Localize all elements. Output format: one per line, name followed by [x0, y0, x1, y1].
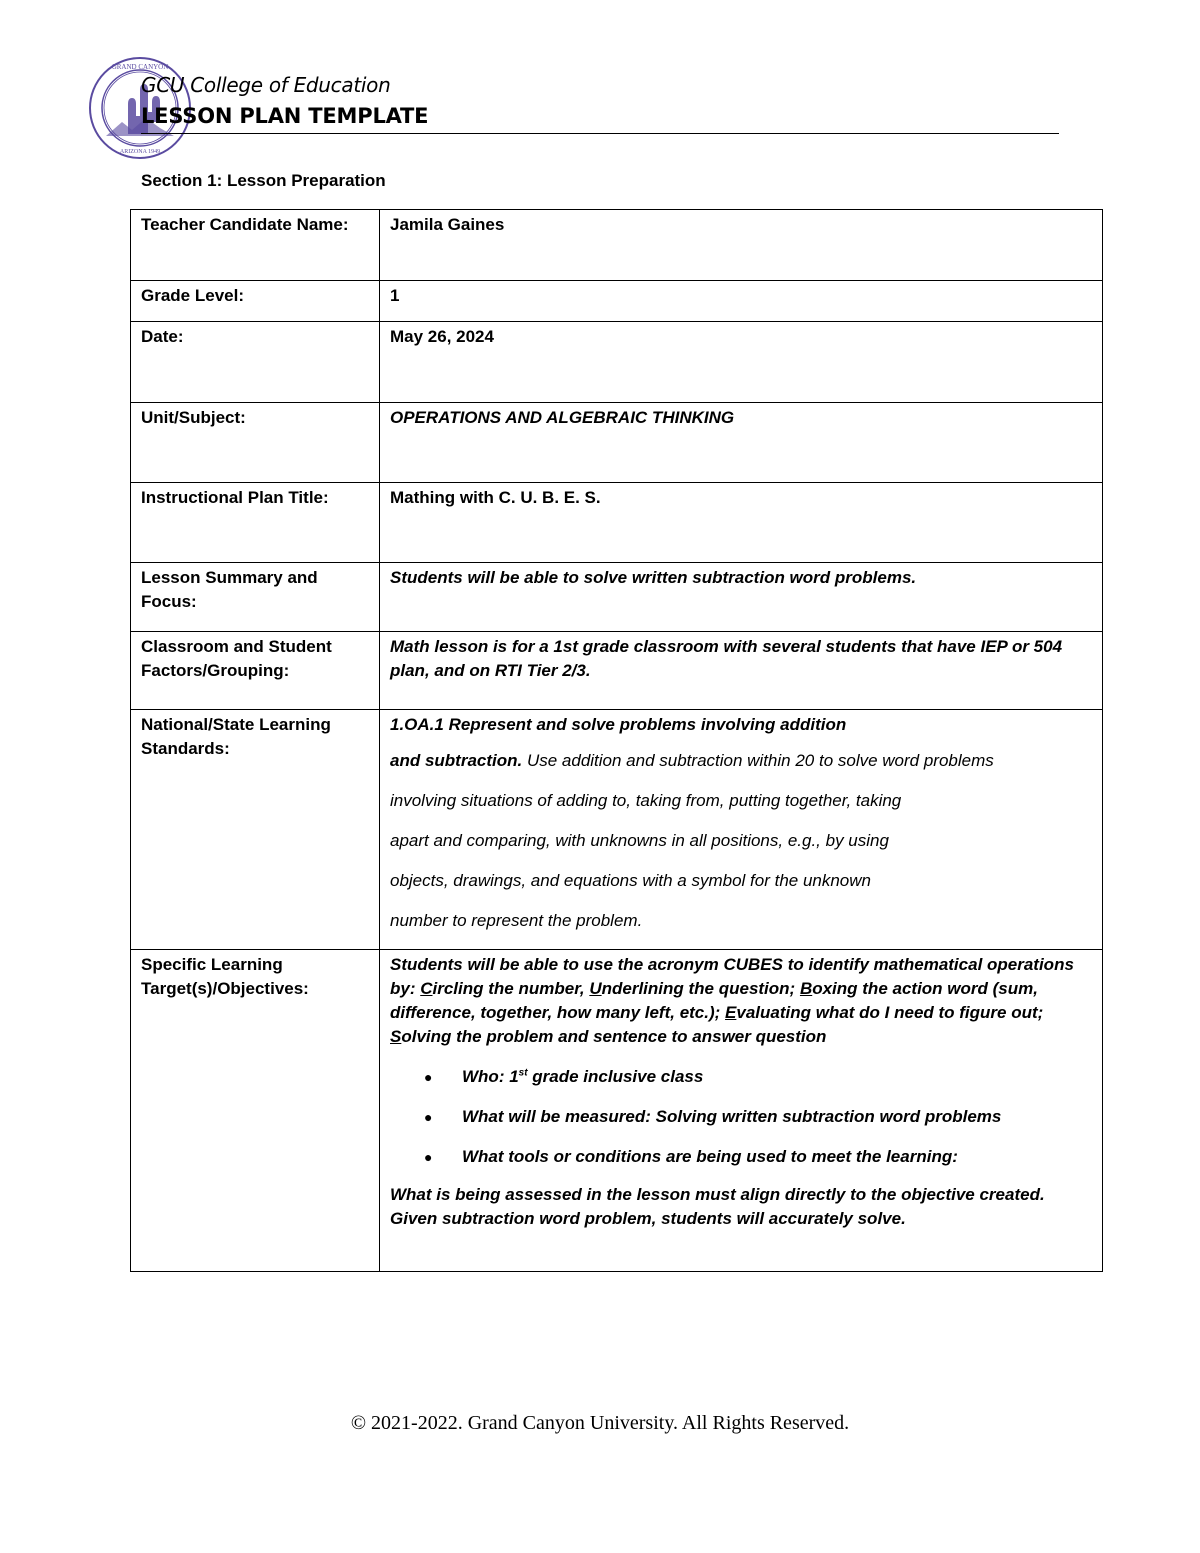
bullet-icon: ● [424, 1109, 433, 1125]
table-row [131, 483, 1103, 563]
college-name: GCU College of Education [141, 73, 391, 97]
section-heading: Section 1: Lesson Preparation [141, 171, 386, 190]
standard-line: involving situations of adding to, taking from, putting together, taking [390, 791, 902, 810]
header-rule [141, 133, 1059, 134]
list-item: ● What will be measured: Solving written subtraction word problems [424, 1097, 1092, 1137]
unit-subject-value: OPERATIONS AND ALGEBRAIC THINKING [380, 403, 1103, 483]
date-label: Date: [131, 322, 380, 403]
classroom-factors-label: Classroom and Student Factors/Grouping: [131, 632, 380, 710]
grade-level-label: Grade Level: [131, 281, 380, 322]
standard-line: number to represent the problem. [390, 911, 643, 930]
standards-value [380, 710, 1103, 950]
bullet-icon: ● [424, 1149, 433, 1165]
date-value: May 26, 2024 [380, 322, 1103, 403]
unit-subject-label: Unit/Subject: [131, 403, 380, 483]
table-row [131, 322, 1103, 403]
svg-text:GRAND CANYON: GRAND CANYON [111, 63, 169, 71]
objectives-paragraph: Students will be able to use the acronym CUBES to identify mathematical operations by: Circling the number, Underlining the question; Boxing the action word (sum, difference, together, how many left, etc.); Evaluating what do I need to figure out; Solving the problem and sentence to answer question [390, 955, 1074, 1046]
standard-line: and subtraction. Use addition and subtraction within 20 to solve word problems [390, 751, 994, 770]
table-row [131, 710, 1103, 950]
table-row [131, 210, 1103, 281]
grade-level-value: 1 [380, 281, 1103, 322]
bullet-icon: ● [424, 1069, 433, 1085]
standard-line: objects, drawings, and equations with a symbol for the unknown [390, 871, 871, 890]
table-row [131, 563, 1103, 632]
standard-line: apart and comparing, with unknowns in all positions, e.g., by using [390, 831, 889, 850]
objectives-list [390, 1057, 1092, 1177]
list-item: ● What tools or conditions are being used to meet the learning: [424, 1137, 1092, 1177]
standards-label: National/State Learning Standards: [131, 710, 380, 950]
list-item: ● Who: 1st grade inclusive class [424, 1057, 1092, 1097]
standard-line: 1.OA.1 Represent and solve problems involving addition [390, 715, 847, 734]
template-title: LESSON PLAN TEMPLATE [141, 104, 429, 128]
teacher-name-label: Teacher Candidate Name: [131, 210, 380, 281]
teacher-name-value: Jamila Gaines [380, 210, 1103, 281]
table-row [131, 403, 1103, 483]
plan-title-value: Mathing with C. U. B. E. S. [380, 483, 1103, 563]
classroom-factors-value: Math lesson is for a 1st grade classroom with several students that have IEP or 504 plan, and on RTI Tier 2/3. [380, 632, 1103, 710]
objectives-value [380, 950, 1103, 1272]
lesson-summary-label: Lesson Summary and Focus: [131, 563, 380, 632]
table-row [131, 281, 1103, 322]
lesson-summary-value: Students will be able to solve written subtraction word problems. [380, 563, 1103, 632]
assessment-paragraph: What is being assessed in the lesson must align directly to the objective created. Given subtraction word problem, students will accurately solve. [390, 1185, 1045, 1228]
copyright-footer: © 2021-2022. Grand Canyon University. All Rights Reserved. [350, 1412, 850, 1434]
svg-text:ARIZONA 1949: ARIZONA 1949 [119, 149, 161, 155]
table-row [131, 950, 1103, 1272]
lesson-preparation-table [130, 209, 1103, 1272]
objectives-label: Specific Learning Target(s)/Objectives: [131, 950, 380, 1272]
table-row [131, 632, 1103, 710]
plan-title-label: Instructional Plan Title: [131, 483, 380, 563]
